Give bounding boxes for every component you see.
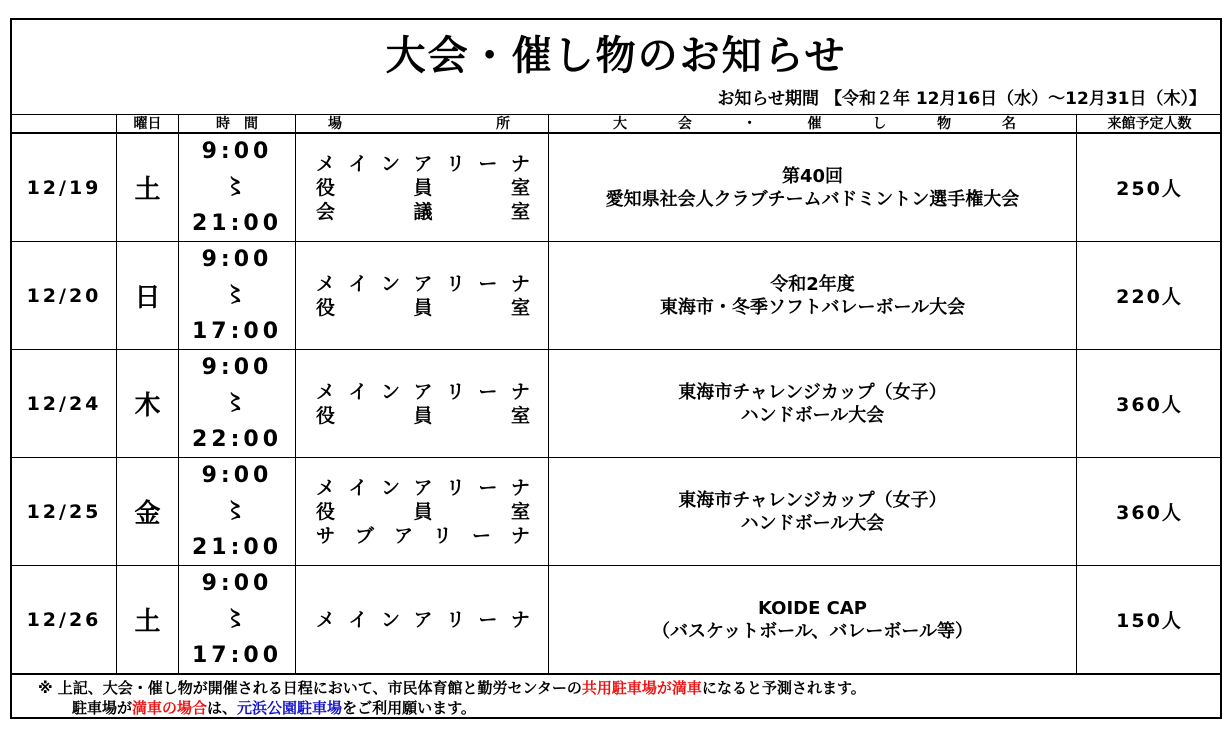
venue-char: リ — [445, 476, 465, 499]
venue-char: ー — [478, 272, 498, 295]
note-text: になると予測されます。 — [701, 679, 866, 697]
event-date: 12/24 — [26, 392, 102, 415]
event-name — [548, 350, 1076, 457]
event-time — [178, 134, 295, 241]
venue-char: ナ — [510, 608, 530, 631]
expected-attendance: 360人 — [1076, 350, 1222, 457]
parking-notes — [12, 674, 1220, 719]
table-row — [12, 134, 1220, 242]
venue-line — [316, 500, 530, 524]
event-date: 12/26 — [26, 608, 102, 631]
venue-char: 役 — [316, 404, 336, 427]
venue-char: 員 — [413, 500, 433, 523]
venue-char: ブ — [354, 524, 374, 547]
note-warning-red: 共用駐車場が満車 — [581, 679, 702, 697]
venue-char: ン — [380, 272, 400, 295]
venue-char: イ — [348, 608, 368, 631]
header-event-char: 大 — [613, 116, 627, 132]
venue-char: ア — [413, 272, 433, 295]
venue-char: 役 — [316, 296, 336, 319]
day-of-week: 日 — [116, 242, 178, 349]
header-event-char: ・ — [742, 116, 757, 132]
venue-char: 室 — [510, 500, 530, 523]
end-time: 21:00 — [191, 210, 283, 236]
venue-char: ア — [413, 608, 433, 631]
header-day: 曜日 — [116, 115, 178, 132]
event-date: 12/25 — [26, 500, 102, 523]
start-time: 9:00 — [201, 246, 273, 272]
venue-char: ン — [380, 152, 400, 175]
header-event-char: 名 — [1001, 116, 1016, 132]
day-of-week: 木 — [116, 350, 178, 457]
expected-attendance: 250人 — [1076, 134, 1222, 241]
venue-char: ナ — [510, 152, 530, 175]
table-row — [12, 458, 1220, 566]
event-name-line: ハンドボール大会 — [740, 404, 885, 426]
venue-char: 員 — [413, 296, 433, 319]
event-name-line: KOIDE CAP — [758, 597, 867, 619]
header-event-char: し — [872, 116, 887, 132]
note-line-2 — [72, 699, 476, 718]
venue-char: メ — [316, 476, 336, 499]
start-time: 9:00 — [201, 462, 273, 488]
venue-char: 員 — [413, 404, 433, 427]
venue-char: ナ — [510, 524, 530, 547]
venue-char: 室 — [510, 200, 530, 223]
header-event-char: 物 — [937, 116, 952, 132]
note-text: は、 — [207, 699, 238, 717]
header-count: 来館予定人数 — [1076, 115, 1222, 132]
event-name — [548, 458, 1076, 565]
header-event-name — [548, 115, 1076, 132]
venue-char: ン — [380, 380, 400, 403]
event-venues — [295, 458, 548, 565]
header-event-char: 催 — [807, 116, 822, 132]
venue-line — [316, 296, 530, 320]
event-time — [178, 566, 295, 673]
note-text: をご利用願います。 — [342, 699, 476, 717]
event-name — [548, 242, 1076, 349]
venue-char: 室 — [510, 176, 530, 199]
expected-attendance: 220人 — [1076, 242, 1222, 349]
venue-char: ナ — [510, 380, 530, 403]
venue-char: リ — [432, 524, 452, 547]
table-row — [12, 242, 1220, 350]
notice-frame — [10, 18, 1222, 719]
venue-char: ア — [413, 152, 433, 175]
event-name — [548, 134, 1076, 241]
end-time: 17:00 — [191, 318, 283, 344]
venue-char: メ — [316, 608, 336, 631]
venue-char: 室 — [510, 296, 530, 319]
event-name-line: 愛知県社会人クラブチームバドミントン選手権大会 — [605, 188, 1020, 210]
venue-char: 役 — [316, 176, 336, 199]
expected-attendance: 360人 — [1076, 458, 1222, 565]
venue-char: ア — [413, 476, 433, 499]
venue-char: メ — [316, 152, 336, 175]
venue-char: イ — [348, 476, 368, 499]
event-name-line: ハンドボール大会 — [740, 512, 885, 534]
event-name-line: 東海市チャレンジカップ（女子） — [678, 381, 947, 403]
table-row — [12, 350, 1220, 458]
header-place-char: 場 — [328, 116, 342, 132]
events-table — [12, 134, 1220, 674]
venue-line — [316, 524, 530, 548]
venue-char: 室 — [510, 404, 530, 427]
venue-char: 役 — [316, 500, 336, 523]
event-name-line: 第40回 — [781, 165, 844, 187]
notice-period: お知らせ期間 【令和２年 12月16日（水）～12月31日（木）】 — [717, 89, 1206, 109]
venue-char: リ — [445, 152, 465, 175]
venue-char: ー — [478, 608, 498, 631]
time-separator: 〻 — [223, 390, 250, 416]
event-time — [178, 242, 295, 349]
event-date: 12/20 — [26, 284, 102, 307]
header-time: 時 間 — [178, 115, 295, 132]
venue-line — [316, 476, 530, 500]
event-name-line: 令和2年度 — [770, 273, 855, 295]
header-place-char: 所 — [496, 116, 510, 132]
event-name-line: 東海市・冬季ソフトバレーボール大会 — [659, 296, 966, 318]
event-name-line: （バスケットボール、バレーボール等） — [652, 620, 973, 642]
venue-char: メ — [316, 272, 336, 295]
venue-char: イ — [348, 152, 368, 175]
event-name-line: 東海市チャレンジカップ（女子） — [678, 489, 947, 511]
event-date: 12/19 — [26, 176, 102, 199]
event-venues — [295, 350, 548, 457]
venue-line — [316, 608, 530, 632]
event-time — [178, 350, 295, 457]
venue-line — [316, 176, 530, 200]
page-title: 大会・催し物のお知らせ — [385, 33, 847, 79]
venue-char: ー — [478, 380, 498, 403]
venue-char: リ — [445, 380, 465, 403]
venue-char: ナ — [510, 476, 530, 499]
venue-char: ン — [380, 608, 400, 631]
event-time — [178, 458, 295, 565]
venue-char: イ — [348, 272, 368, 295]
venue-char: リ — [445, 608, 465, 631]
event-venues — [295, 566, 548, 673]
table-header — [12, 114, 1220, 134]
venue-char: イ — [348, 380, 368, 403]
note-line-1 — [38, 679, 866, 698]
event-venues — [295, 242, 548, 349]
venue-line — [316, 272, 530, 296]
header-place — [295, 115, 548, 132]
venue-char: 会 — [316, 200, 336, 223]
venue-char: ア — [393, 524, 413, 547]
venue-char: ア — [413, 380, 433, 403]
end-time: 22:00 — [191, 426, 283, 452]
start-time: 9:00 — [201, 138, 273, 164]
end-time: 21:00 — [191, 534, 283, 560]
venue-char: ン — [380, 476, 400, 499]
end-time: 17:00 — [191, 642, 283, 668]
time-separator: 〻 — [223, 606, 250, 632]
venue-line — [316, 380, 530, 404]
event-venues — [295, 134, 548, 241]
venue-char: 員 — [413, 176, 433, 199]
venue-char: 議 — [413, 200, 433, 223]
venue-line — [316, 200, 530, 224]
time-separator: 〻 — [223, 498, 250, 524]
expected-attendance: 150人 — [1076, 566, 1222, 673]
venue-line — [316, 152, 530, 176]
header-event-char: 会 — [677, 116, 692, 132]
alternate-parking: 元浜公園駐車場 — [237, 699, 343, 717]
venue-char: リ — [445, 272, 465, 295]
table-row — [12, 566, 1220, 674]
day-of-week: 金 — [116, 458, 178, 565]
note-text: 駐車場が — [72, 699, 133, 717]
time-separator: 〻 — [223, 282, 250, 308]
day-of-week: 土 — [116, 566, 178, 673]
note-warning-red: 満車の場合 — [132, 699, 208, 717]
venue-char: メ — [316, 380, 336, 403]
venue-char: サ — [316, 524, 336, 547]
start-time: 9:00 — [201, 570, 273, 596]
time-separator: 〻 — [223, 174, 250, 200]
venue-line — [316, 404, 530, 428]
venue-char: ー — [478, 152, 498, 175]
day-of-week: 土 — [116, 134, 178, 241]
venue-char: ナ — [510, 272, 530, 295]
note-text: ※ 上記、大会・催し物が開催される日程において、市民体育館と勤労センターの — [38, 679, 582, 697]
venue-char: ー — [478, 476, 498, 499]
event-name — [548, 566, 1076, 673]
start-time: 9:00 — [201, 354, 273, 380]
venue-char: ー — [471, 524, 491, 547]
